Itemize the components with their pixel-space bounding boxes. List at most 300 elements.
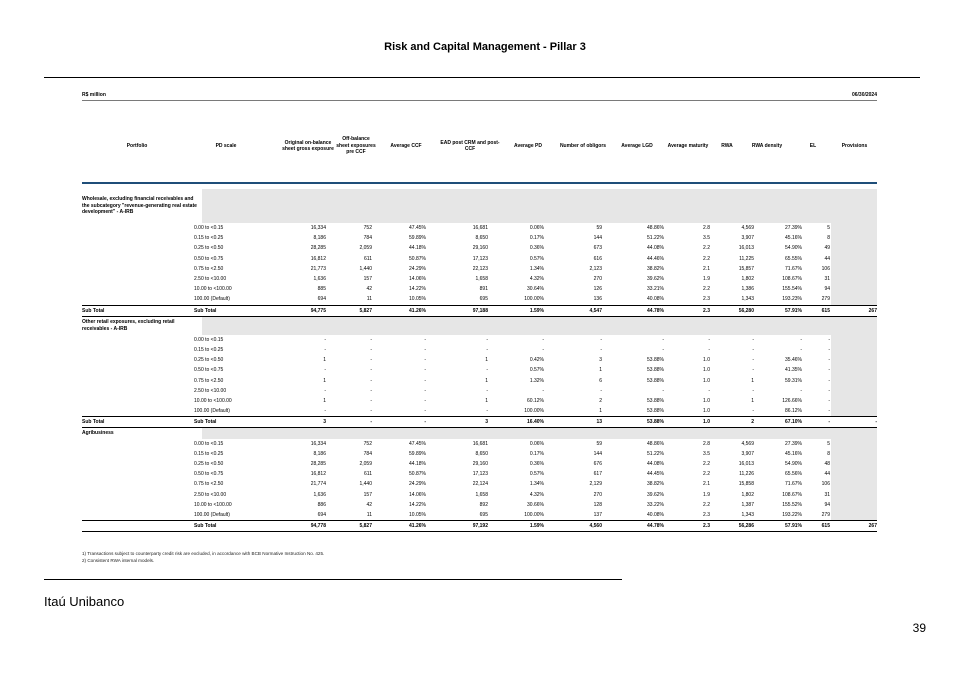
cell-rwa: 1 [751,397,754,404]
cell-gross-exposure: 694 [317,511,326,518]
cell-rwa-density: 45.16% [785,450,802,457]
subtotal-portfolio: Sub Total [82,307,105,314]
cell-average-ccf: 44.18% [409,461,426,468]
table-row [82,406,877,416]
subtotal-provisions: - [875,419,877,426]
cell-rwa: 1,387 [741,501,754,508]
subtotal-average-lgd: 44.78% [647,307,664,314]
cell-rwa-density: 41.35% [785,367,802,374]
subtotal-obligors: 4,547 [589,307,602,314]
cell-obligors: 617 [593,471,602,478]
subtotal-rwa-density: 67.10% [785,419,802,426]
cell-ead: 16,681 [472,225,488,232]
cell-average-ccf: - [424,397,426,404]
subtotal-gross-exposure: 94,775 [310,307,326,314]
cell-obligors: - [600,387,602,394]
cell-average-maturity: - [708,346,710,353]
cell-average-ccf: - [424,367,426,374]
cell-rwa: 1,386 [741,286,754,293]
cell-rwa-density: 126.66% [782,397,802,404]
cell-off-balance: 784 [363,450,372,457]
cell-obligors: - [600,346,602,353]
cell-rwa-density: 45.16% [785,235,802,242]
subtotal-provisions: 267 [868,307,877,314]
cell-average-lgd: 38.82% [647,481,664,488]
cell-provisions [834,510,877,520]
cell-average-ccf: 14.22% [409,501,426,508]
cell-pd-scale: 0.75 to <2.50 [194,377,224,384]
cell-rwa: 11,225 [739,255,754,262]
cell-obligors: 136 [593,296,602,303]
cell-rwa: - [752,336,754,343]
cell-average-lgd: 48.86% [647,225,664,232]
cell-obligors: 144 [593,235,602,242]
cell-el: 106 [821,481,830,488]
subtotal-rwa-density: 57.91% [785,523,802,530]
cell-rwa: 3,907 [741,450,754,457]
section-shade [202,189,877,223]
cell-off-balance: 1,440 [359,481,372,488]
cell-obligors: 2,123 [589,265,602,272]
cell-provisions [834,294,877,304]
cell-ead: 22,124 [472,481,488,488]
brand-name: Itaú Unibanco [44,594,125,609]
cell-pd-scale: 10.00 to <100.00 [194,501,232,508]
subtotal-el: 615 [821,523,830,530]
cell-average-maturity: 2.2 [703,501,710,508]
cell-average-maturity: 2.2 [703,461,710,468]
cell-average-maturity: 1.9 [703,491,710,498]
cell-ead: 891 [479,286,488,293]
subtotal-average-lgd: 53.88% [647,419,664,426]
subtotal-rwa: 2 [751,419,754,426]
cell-off-balance: - [370,367,372,374]
cell-obligors: 2 [599,397,602,404]
header-portfolio: Portfolio [126,142,148,149]
cell-obligors: 144 [593,450,602,457]
cell-rwa-density: 54.90% [785,461,802,468]
table-row [82,284,877,294]
table-row [82,243,877,253]
cell-ead: 8,650 [475,450,488,457]
cell-obligors: 270 [593,491,602,498]
cell-ead: - [486,408,488,415]
cell-rwa-density: 71.67% [785,265,802,272]
cell-el: - [828,397,830,404]
cell-pd-scale: 0.75 to <2.50 [194,265,224,272]
table-row [82,449,877,459]
cell-provisions [834,345,877,355]
subtotal-gross-exposure: 94,778 [310,523,326,530]
cell-average-pd: 30.66% [527,501,544,508]
cell-gross-exposure: 1 [323,357,326,364]
cell-average-ccf: - [424,346,426,353]
cell-ead: - [486,336,488,343]
cell-off-balance: 157 [363,276,372,283]
cell-off-balance: 11 [366,296,372,303]
cell-off-balance: - [370,336,372,343]
cell-average-maturity: 2.8 [703,440,710,447]
cell-average-pd: 0.17% [529,450,544,457]
cell-rwa: 16,013 [738,245,754,252]
subtotal-el: 615 [821,307,830,314]
cell-average-maturity: 1.0 [703,408,710,415]
cell-pd-scale: 2.50 to <10.00 [194,276,227,283]
table-row [82,439,877,449]
cell-gross-exposure: 16,812 [310,255,326,262]
subtotal-average-ccf: - [424,419,426,426]
subtotal-portfolio [82,521,192,531]
cell-obligors: 616 [593,255,602,262]
subtotal-obligors: 13 [596,419,602,426]
cell-average-maturity: 1.0 [703,367,710,374]
cell-el: 279 [821,296,830,303]
cell-average-pd: 100.00% [524,511,544,518]
subtotal-average-maturity: 2.3 [703,307,710,314]
header-provisions: Provisions [841,142,868,149]
cell-average-lgd: - [662,336,664,343]
table-row [82,335,877,345]
cell-el: 8 [827,235,830,242]
cell-el: 5 [827,225,830,232]
cell-ead: 17,123 [472,471,488,478]
cell-off-balance: - [370,357,372,364]
subtotal-label: Sub Total [194,523,217,530]
cell-gross-exposure: 1 [323,377,326,384]
cell-ead: 22,123 [472,265,488,272]
table-row [82,254,877,264]
cell-ead: 29,160 [472,245,488,252]
section-heading [82,189,877,223]
cell-rwa-density: - [800,346,802,353]
cell-average-pd: 0.42% [529,357,544,364]
cell-ead: 1,658 [475,491,488,498]
cell-provisions [834,223,877,233]
cell-average-lgd: 33.21% [647,286,664,293]
cell-rwa: 15,857 [738,265,754,272]
cell-average-pd: 0.57% [529,367,544,374]
cell-average-lgd: - [662,387,664,394]
cell-average-maturity: 1.0 [703,377,710,384]
cell-average-pd: - [542,387,544,394]
header-average-pd: Average PD [514,142,542,149]
cell-average-pd: - [542,336,544,343]
cell-rwa: - [752,367,754,374]
table-row [82,510,877,520]
subtotal-rwa-density: 57.91% [785,307,802,314]
cell-gross-exposure: 21,774 [310,481,326,488]
cell-gross-exposure: - [324,367,326,374]
header-rwa: RWA [721,142,733,149]
cell-pd-scale: 100.00 (Default) [194,296,230,303]
cell-rwa-density: 193.22% [782,511,802,518]
cell-average-ccf: - [424,336,426,343]
cell-gross-exposure: 1 [323,397,326,404]
cell-pd-scale: 0.15 to <0.25 [194,346,224,353]
cell-pd-scale: 10.00 to <100.00 [194,397,232,404]
cell-rwa: 16,013 [738,461,754,468]
section-name: Agribusiness [82,430,114,437]
cell-provisions [834,284,877,294]
cell-rwa-density: - [800,387,802,394]
cell-off-balance: 611 [364,471,372,478]
cell-provisions [834,274,877,284]
cell-ead: 1 [485,397,488,404]
cell-provisions [834,254,877,264]
page-number: 39 [912,621,926,635]
cell-average-lgd: 53.88% [647,367,664,374]
subtotal-average-ccf: 41.26% [409,307,426,314]
cell-rwa: - [752,387,754,394]
cell-off-balance: - [370,346,372,353]
cell-average-lgd: 40.08% [647,296,664,303]
header-rwa-density: RWA density [751,142,783,149]
cell-provisions [834,355,877,365]
subtotal-portfolio: Sub Total [82,419,105,426]
cell-average-lgd: 44.08% [647,461,664,468]
cell-gross-exposure: 8,186 [313,450,326,457]
cell-average-pd: 0.06% [529,225,544,232]
cell-average-ccf: 50.87% [409,255,426,262]
subtotal-row [82,520,877,532]
cell-off-balance: 1,440 [359,265,372,272]
cell-obligors: 126 [593,286,602,293]
cell-rwa-density: 108.67% [782,276,802,283]
section-heading [82,428,877,438]
cell-gross-exposure: 886 [317,501,326,508]
cell-rwa-density: 59.31% [785,377,802,384]
cell-pd-scale: 0.25 to <0.50 [194,245,224,252]
cell-ead: - [486,387,488,394]
cell-pd-scale: 2.50 to <10.00 [194,387,227,394]
cell-average-pd: 1.34% [529,481,544,488]
cell-ead: 695 [479,511,488,518]
cell-average-pd: 0.57% [529,471,544,478]
header-pd-scale: PD scale [215,142,237,149]
cell-average-ccf: 10.05% [409,511,426,518]
table-row [82,223,877,233]
cell-rwa-density: 27.39% [785,440,802,447]
cell-pd-scale: 0.00 to <0.15 [194,440,224,447]
cell-gross-exposure: 28,285 [310,461,326,468]
table-row [82,355,877,365]
cell-average-lgd: 48.86% [647,440,664,447]
cell-pd-scale: 0.25 to <0.50 [194,357,224,364]
header-ead: EAD post CRM and post- CCF [440,139,500,152]
cell-rwa: 4,569 [741,225,754,232]
table-row [82,233,877,243]
cell-average-pd: 1.32% [529,377,544,384]
cell-gross-exposure: - [324,346,326,353]
cell-el: 106 [821,265,830,272]
cell-ead: - [486,367,488,374]
table-row [82,459,877,469]
cell-rwa-density: 71.67% [785,481,802,488]
section-name: Other retail exposures, excluding retail receivables - A-IRB [82,319,175,332]
cell-pd-scale: 0.50 to <0.75 [194,367,224,374]
cell-obligors: 59 [596,225,602,232]
cell-provisions [834,469,877,479]
cell-off-balance: 611 [364,255,372,262]
cell-provisions [834,375,877,385]
section-name: Wholesale, excluding financial receivables and the subcategory "revenue-generating real estate development" - A-IRB [82,196,197,216]
subtotal-el: - [828,419,830,426]
subtotal-average-maturity: 2.3 [703,523,710,530]
cell-average-pd: 0.06% [529,440,544,447]
cell-average-ccf: 10.05% [409,296,426,303]
table-row [82,365,877,375]
cell-rwa-density: 65.56% [785,471,802,478]
cell-el: 94 [824,286,830,293]
cell-average-lgd: 44.08% [647,245,664,252]
cell-off-balance: 752 [363,225,372,232]
cell-el: 48 [824,461,830,468]
cell-off-balance: 2,059 [359,245,372,252]
table-row [82,396,877,406]
cell-gross-exposure: 8,186 [313,235,326,242]
subtotal-label: Sub Total [194,307,217,314]
cell-average-ccf: 14.06% [409,276,426,283]
cell-ead: 8,650 [475,235,488,242]
cell-ead: 29,160 [472,461,488,468]
cell-obligors: 270 [593,276,602,283]
subtotal-rwa: 56,280 [738,307,754,314]
meta-divider [82,100,877,101]
cell-rwa-density: 35.46% [785,357,802,364]
cell-off-balance: - [370,387,372,394]
cell-rwa: 1,802 [741,276,754,283]
table-row [82,264,877,274]
bottom-rule [44,579,622,580]
section-heading [82,317,877,335]
cell-average-pd: 0.36% [529,245,544,252]
subtotal-off-balance: 5,827 [359,307,372,314]
cell-el: - [828,357,830,364]
cell-off-balance: 2,059 [359,461,372,468]
cell-average-lgd: 38.82% [647,265,664,272]
header-rule [82,182,877,184]
cell-average-maturity: 2.2 [703,255,710,262]
cell-average-pd: 0.17% [529,235,544,242]
table-row [82,345,877,355]
cell-obligors: 676 [593,461,602,468]
cell-rwa: - [752,346,754,353]
cell-average-ccf: 59.89% [409,235,426,242]
cell-pd-scale: 0.15 to <0.25 [194,450,224,457]
table-row [82,490,877,500]
cell-ead: - [486,346,488,353]
subtotal-average-lgd: 44.78% [647,523,664,530]
cell-average-lgd: 39.62% [647,276,664,283]
cell-pd-scale: 0.75 to <2.50 [194,481,224,488]
cell-off-balance: 157 [363,491,372,498]
cell-provisions [834,490,877,500]
cell-gross-exposure: 16,812 [310,471,326,478]
table-row [82,375,877,385]
table-meta [82,92,877,100]
report-date: 06/30/2024 [851,92,877,98]
cell-gross-exposure: 21,773 [310,265,326,272]
cell-ead: 1,658 [475,276,488,283]
cell-el: - [828,408,830,415]
subtotal-ead: 97,192 [472,523,488,530]
cell-el: - [828,346,830,353]
subtotal-off-balance: 5,827 [359,523,372,530]
header-average-ccf: Average CCF [390,142,422,149]
subtotal-average-pd: 1.59% [529,523,544,530]
cell-provisions [834,233,877,243]
cell-off-balance: - [370,377,372,384]
cell-obligors: 673 [593,245,602,252]
cell-average-ccf: 47.45% [409,225,426,232]
header-off-balance: Off-balance sheet exposures pre CCF [336,136,376,156]
cell-rwa: 4,569 [741,440,754,447]
table-row [82,500,877,510]
cell-average-ccf: 24.29% [409,481,426,488]
cell-pd-scale: 0.00 to <0.15 [194,225,224,232]
subtotal-row [82,305,877,317]
pd-scale-table [82,189,877,532]
cell-obligors: 59 [596,440,602,447]
page-title: Risk and Capital Management - Pillar 3 [384,41,586,53]
footnote-2: 2) Consistent RWA internal models. [82,558,155,563]
cell-provisions [834,500,877,510]
cell-average-maturity: - [708,336,710,343]
cell-off-balance: - [370,397,372,404]
cell-gross-exposure: 1,636 [313,276,326,283]
cell-average-pd: 0.57% [529,255,544,262]
cell-obligors: 6 [599,377,602,384]
table-row [82,386,877,396]
cell-el: 94 [824,501,830,508]
cell-average-maturity: 2.3 [703,511,710,518]
cell-el: - [828,387,830,394]
cell-gross-exposure: 694 [317,296,326,303]
cell-gross-exposure: 1,636 [313,491,326,498]
cell-average-ccf: - [424,408,426,415]
cell-average-pd: 4.32% [529,491,544,498]
cell-off-balance: 42 [366,501,372,508]
cell-average-ccf: 59.89% [409,450,426,457]
cell-average-lgd: 53.88% [647,377,664,384]
cell-average-ccf: 50.87% [409,471,426,478]
cell-average-lgd: 44.45% [647,471,664,478]
cell-el: 5 [827,440,830,447]
cell-provisions [834,386,877,396]
cell-provisions [834,264,877,274]
cell-average-maturity: 2.2 [703,286,710,293]
cell-obligors: 128 [593,501,602,508]
cell-rwa: 1,343 [741,511,754,518]
cell-rwa-density: 65.55% [785,255,802,262]
cell-rwa: 3,907 [741,235,754,242]
cell-provisions [834,335,877,345]
cell-provisions [834,396,877,406]
cell-el: 279 [821,511,830,518]
cell-pd-scale: 0.15 to <0.25 [194,235,224,242]
subtotal-label: Sub Total [194,419,217,426]
table-row [82,479,877,489]
cell-pd-scale: 100.00 (Default) [194,408,230,415]
cell-average-ccf: 14.22% [409,286,426,293]
cell-el: - [828,377,830,384]
cell-el: 31 [824,276,830,283]
cell-rwa: 1 [751,377,754,384]
subtotal-obligors: 4,560 [589,523,602,530]
header-average-lgd: Average LGD [621,142,653,149]
cell-average-ccf: 44.18% [409,245,426,252]
cell-pd-scale: 0.50 to <0.75 [194,471,224,478]
